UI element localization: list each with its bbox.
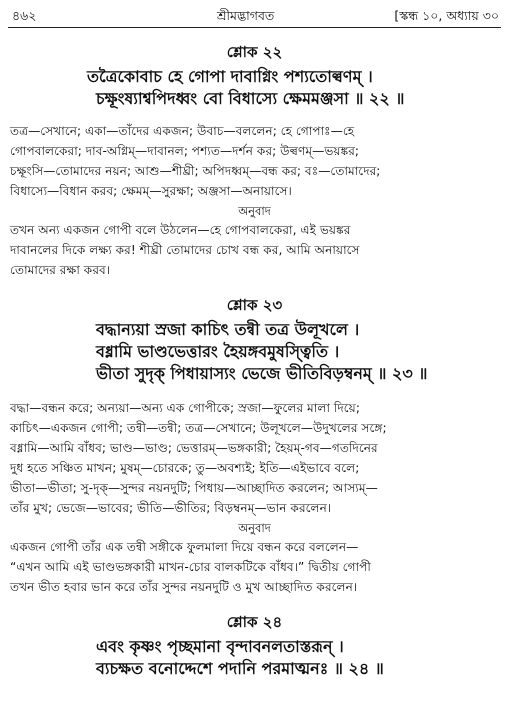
shloka-22-translation [10, 220, 498, 280]
translation-line: তখন অন্য একজন গোপী বলে উঠলেন—হে গোপবালকেরা, এই ভয়ঙ্কর [10, 223, 351, 237]
shloka-24-verse-line-2: ব্যচক্ষত বনোদ্দেশে পদানি পরমাত্মনঃ ॥ ২৪ ॥ [96, 659, 384, 678]
synonym-line: তাঁর মুখ; ভেজে—ভাবের; ভীতি—ভীতির; বিড়ম্বনম্—ভান করলেন। [10, 501, 332, 515]
chapter-reference: [স্কন্ধ ১০, অধ্যায় ৩০ [394, 8, 499, 23]
translation-line: তোমাদের রক্ষা করব। [10, 263, 111, 277]
shloka-22-verse-line-2: চক্ষূংষ্যাশ্বপিদধ্বং বো বিধাস্যে ক্ষেমমঞ্জসা ॥ ২২ ॥ [96, 89, 405, 108]
synonym-line: গোপবালকেরা; দাব-অগ্নিম্—দাবানল; পশ্যত—দর্শন কর; উল্বণম্—ভয়ঙ্কর; [10, 144, 360, 158]
synonym-line: দুধ হতে সঞ্চিত মাখন; মুষম্—চোরকে; তু—অবশ্যই; ইতি—এইভাবে বলে; [10, 461, 360, 475]
synonym-line: ভীতা—ভীতা; সু-দৃক্—সুন্দর নয়নদুটি; পিধায়—আচ্ছাদিত করলেন; আস্যম্— [10, 481, 378, 495]
synonym-line: বধ্নামি—আমি বাঁধব; ভাণ্ড—ভাণ্ড; ভেত্তারম্—ভঙ্গকারী; হৈয়ম্-গব—গতদিনের [10, 441, 378, 455]
shloka-24-verse-line-1: এবং কৃষ্ণং পৃচ্ছমানা বৃন্দাবনলতাস্তরূন্ । [96, 637, 344, 656]
translation-line: তখন ভীত হবার ভান করে তাঁর সুন্দর নয়নদুটি ও মুখ আচ্ছাদিত করলেন। [10, 580, 358, 594]
book-title: শ্রীমদ্ভাগবত [217, 8, 275, 23]
shloka-23-synonyms [10, 398, 498, 518]
translation-line: “এখন আমি এই ভাণ্ডভঙ্গকারী মাখন-চোর বালকটিকে বাঁধব।” দ্বিতীয় গোপী [10, 560, 371, 574]
shloka-23-translation-heading: অনুবাদ [238, 521, 271, 535]
shloka-22-verse-line-1: তত্রৈকোবাচ হে গোপা দাবাগ্নিং পশ্যতোল্বণম্ । [87, 67, 373, 86]
translation-line: দাবানলের দিকে লক্ষ্য কর! শীঘ্রী তোমাদের চোখ বন্ধ কর, আমি অনায়াসে [10, 243, 360, 257]
shloka-23-heading: শ্লোক ২৩ [226, 296, 283, 314]
synonym-line: কাচিৎ—একজন গোপী; তন্বী—তন্বী; তত্র—সেখানে; উলূখলে—উদুখলের সঙ্গে; [10, 421, 387, 435]
translation-line: একজন গোপী তাঁর এক তন্বী সঙ্গীকে ফুলমালা দিয়ে বন্ধন করে বললেন— [10, 540, 359, 554]
shloka-22-translation-heading: অনুবাদ [238, 204, 271, 218]
header-rule [8, 27, 501, 28]
shloka-23-verse-line-3: ভীতা সুদৃক্ পিধায়াস্যং ভেজে ভীতিবিড়ম্বনম্ ॥ ২৩ ॥ [96, 364, 428, 383]
shloka-22-heading: শ্লোক ২২ [226, 43, 283, 61]
synonym-line: বদ্ধা—বন্ধন করে; অন্যয়া—অন্য এক গোপীকে; স্রজা—ফুলের মালা দিয়ে; [10, 401, 360, 415]
shloka-23-verse-line-1: বদ্ধান্যয়া স্রজা কাচিৎ তন্বী তত্র উলূখলে । [96, 320, 360, 339]
page-number: ৪৬২ [12, 8, 37, 23]
synonym-line: চক্ষূংসি—তোমাদের নয়ন; আশু—শীঘ্রী; অপিদধ্বম্—বন্ধ কর; বঃ—তোমাদের; [10, 164, 381, 178]
synonym-line: বিধাস্যে—বিধান করব; ক্ষেমম্—সুরক্ষা; অঞ্জসা—অনায়াসে। [10, 184, 292, 198]
shloka-23-translation [10, 537, 498, 597]
page-header [12, 6, 499, 26]
shloka-22-synonyms [10, 121, 498, 201]
shloka-23-verse-line-2: বধ্নামি ভাণ্ডভেত্তারং হৈয়ঙ্গবমুষস্ত্বিতি । [96, 342, 340, 361]
shloka-24-heading: শ্লোক ২৪ [226, 613, 283, 631]
synonym-line: তত্র—সেখানে; একা—তাঁদের একজন; উবাচ—বললেন; হে গোপাঃ—হে [10, 124, 355, 138]
